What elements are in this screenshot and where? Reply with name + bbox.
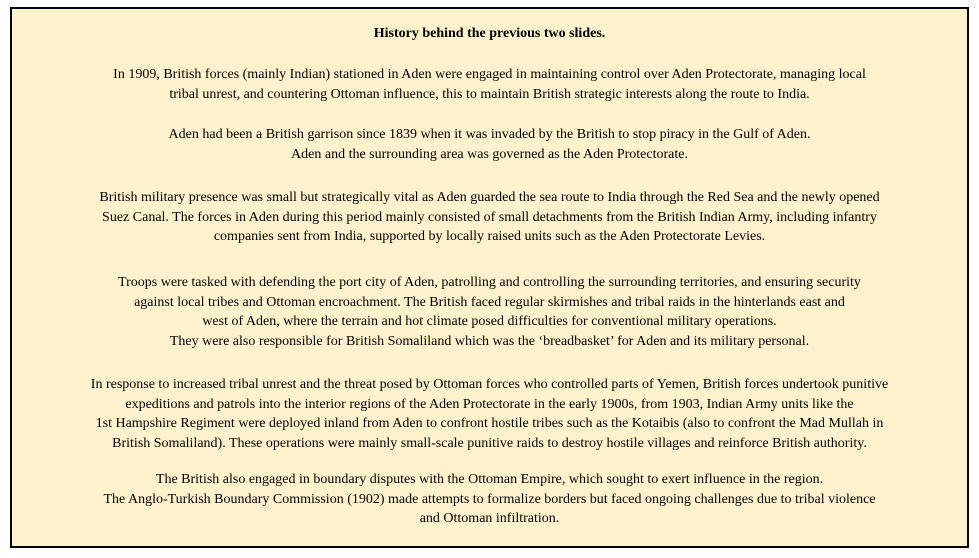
paragraph-line: west of Aden, where the terrain and hot climate posed difficulties for conventional military operations. <box>202 314 777 329</box>
paragraph-punitive-expeditions <box>12 375 967 453</box>
paragraph-line: In 1909, British forces (mainly Indian) stationed in Aden were engaged in maintaining control over Aden Protectorate, managing local <box>113 67 866 82</box>
paragraph-line: Aden and the surrounding area was governed as the Aden Protectorate. <box>291 146 688 162</box>
paragraph-military-presence <box>12 188 967 247</box>
paragraph-troop-duties <box>12 273 967 351</box>
paragraph-line: Suez Canal. The forces in Aden during this period mainly consisted of small detachments from the British Indian Army, including infantry <box>102 209 877 225</box>
paragraph-line: Aden had been a British garrison since 1839 when it was invaded by the British to stop piracy in the Gulf of Aden. <box>168 127 811 142</box>
paragraph-line: British military presence was small but strategically vital as Aden guarded the sea route to India through the Red Sea and the newly opened <box>99 190 880 205</box>
paragraph-boundary-disputes <box>12 470 967 529</box>
paragraph-line: British Somaliland). These operations were mainly small-scale punitive raids to destroy hostile villages and reinforce British authority. <box>112 435 867 451</box>
paragraph-line: expeditions and patrols into the interior regions of the Aden Protectorate in the early 1900s, from 1903, Indian Army units like the <box>125 396 854 412</box>
paragraph-line: 1st Hampshire Regiment were deployed inland from Aden to confront hostile tribes such as the Kotaibis (also to confront the Mad Mullah in <box>95 416 884 431</box>
history-text-panel <box>10 7 969 548</box>
paragraph-line: They were also responsible for British Somaliland which was the ‘breadbasket’ for Aden and its military personal. <box>169 333 810 349</box>
paragraph-1909-aden-control <box>12 65 967 104</box>
paragraph-line: tribal unrest, and countering Ottoman influence, this to maintain British strategic interests along the route to India. <box>169 86 810 102</box>
paragraph-line: The British also engaged in boundary disputes with the Ottoman Empire, which sought to exert influence in the region. <box>155 472 824 487</box>
paragraph-line: companies sent from India, supported by locally raised units such as the Aden Protectorate Levies. <box>213 229 766 244</box>
paragraph-line: The Anglo-Turkish Boundary Commission (1902) made attempts to formalize borders but faced ongoing challenges due to tribal violence <box>103 491 876 507</box>
paragraph-line: and Ottoman infiltration. <box>419 511 560 526</box>
paragraph-aden-garrison <box>12 125 967 164</box>
paragraph-line: In response to increased tribal unrest and the threat posed by Ottoman forces who controlled parts of Yemen, British forces undertook punitive <box>90 377 889 392</box>
paragraph-line: against local tribes and Ottoman encroachment. The British faced regular skirmishes and tribal raids in the hinterlands east and <box>134 294 845 310</box>
paragraph-line: Troops were tasked with defending the port city of Aden, patrolling and controlling the surrounding territories, and ensuring security <box>118 275 861 290</box>
panel-title: History behind the previous two slides. <box>373 26 606 41</box>
